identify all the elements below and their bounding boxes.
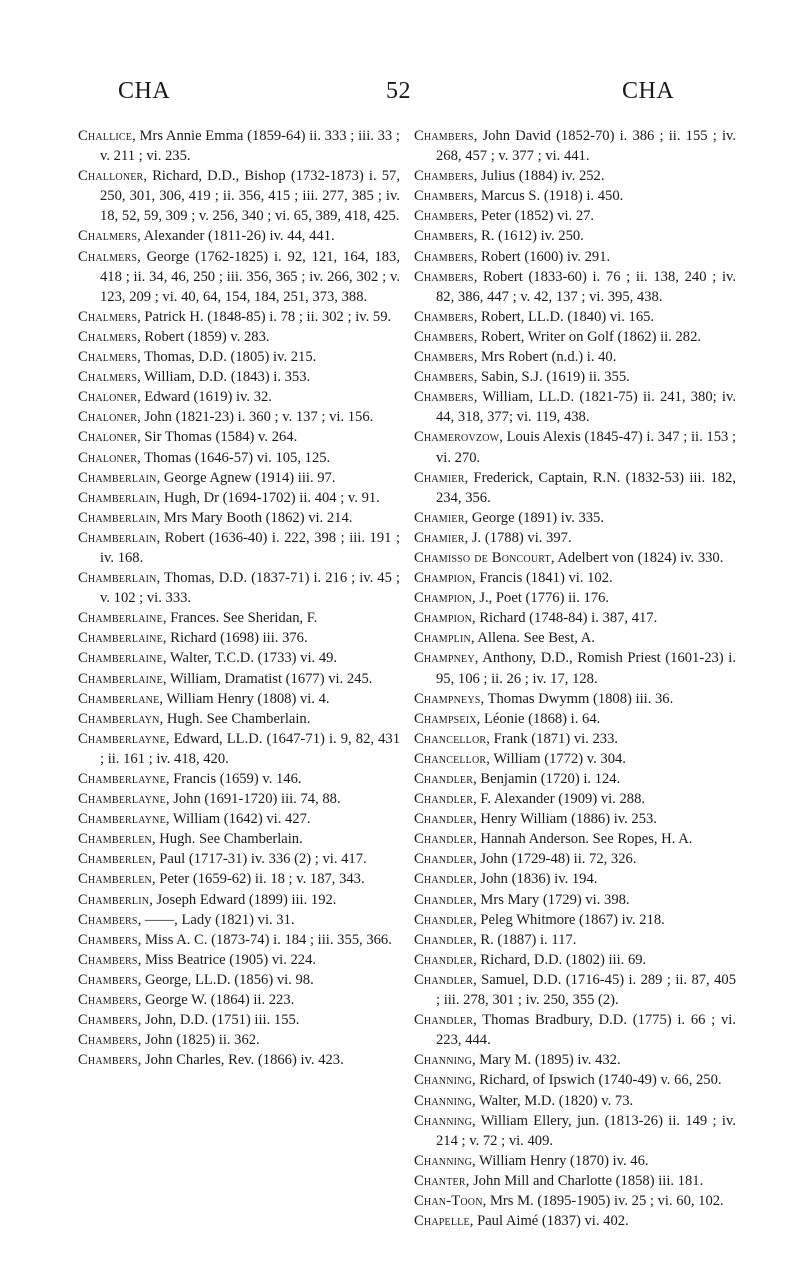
index-entry xyxy=(78,427,400,447)
entry-name: Chamberlain xyxy=(78,529,157,546)
entry-name: Challoner xyxy=(78,168,144,185)
entry-name: Chapelle xyxy=(414,1213,470,1230)
entry-name: Chamberlayne xyxy=(78,771,166,787)
index-entry xyxy=(414,427,736,467)
entry-references: , Sir Thomas (1584) v. 264. xyxy=(137,429,298,446)
index-entry xyxy=(78,347,400,367)
index-entry xyxy=(414,829,736,849)
index-entry xyxy=(414,226,736,246)
entry-references: , Hugh, Dr (1694-1702) ii. 404 ; v. 91. xyxy=(156,489,380,506)
entry-references: , John (1836) iv. 194. xyxy=(473,871,598,888)
entry-references: , Peter (1852) vi. 27. xyxy=(473,208,595,225)
entry-references: , Alexander (1811-26) iv. 44, 441. xyxy=(137,228,335,245)
entry-name: Chamerovzow xyxy=(414,429,500,446)
entry-references: , F. Alexander (1909) vi. 288. xyxy=(473,791,646,808)
entry-name: Champion xyxy=(414,570,473,587)
index-entry xyxy=(78,789,400,809)
header-left-guide-word: CHA xyxy=(118,78,171,104)
index-entry xyxy=(414,307,736,327)
entry-name: Chambers xyxy=(78,971,138,988)
entry-name: Chambers xyxy=(414,228,474,245)
entry-name: Chandler xyxy=(414,1012,474,1029)
entry-name: Chambers xyxy=(414,349,474,366)
entry-name: Chambers xyxy=(78,931,138,948)
index-entry xyxy=(414,729,736,749)
entry-name: Chamberlen xyxy=(78,831,152,848)
entry-name: Chamberlen xyxy=(78,851,152,868)
index-entry xyxy=(414,528,736,548)
entry-references: , Walter, T.C.D. (1733) vi. 49. xyxy=(162,650,338,667)
index-entry xyxy=(414,1151,736,1171)
entry-references: , Sabin, S.J. (1619) ii. 355. xyxy=(473,369,630,386)
entry-name: Chambers xyxy=(414,188,474,205)
entry-name: Chamberlaine xyxy=(78,630,163,647)
index-entry xyxy=(414,1070,736,1090)
index-entry xyxy=(414,126,736,166)
entry-name: Chambers xyxy=(414,308,474,325)
index-entry xyxy=(78,729,400,769)
entry-references: , William Henry (1870) iv. 46. xyxy=(472,1152,649,1169)
entry-name: Chambers xyxy=(78,911,138,928)
entry-name: Chamier xyxy=(414,509,465,526)
index-entry xyxy=(414,689,736,709)
entry-references: , Allena. See Best, A. xyxy=(470,630,595,647)
index-entry xyxy=(78,126,400,166)
index-entry xyxy=(78,829,400,849)
entry-name: Chambers xyxy=(414,389,474,406)
index-entry xyxy=(414,548,736,568)
index-entry xyxy=(414,608,736,628)
entry-references: , John (1691-1720) iii. 74, 88. xyxy=(165,791,341,808)
entry-name: Chamberlain xyxy=(78,489,157,506)
entry-name: Challice xyxy=(78,128,133,144)
index-entry xyxy=(78,468,400,488)
entry-name: Chancellor xyxy=(414,730,487,747)
entry-name: Channing xyxy=(414,1112,472,1129)
index-entry xyxy=(78,890,400,910)
entry-name: Champneys xyxy=(414,690,481,707)
entry-name: Chamberlaine xyxy=(78,610,163,627)
entry-name: Chamberlen xyxy=(78,871,152,888)
index-entry xyxy=(414,206,736,226)
entry-name: Champion xyxy=(414,590,473,607)
entry-references: , Peter (1659-62) ii. 18 ; v. 187, 343. xyxy=(151,871,365,888)
entry-name: Chalmers xyxy=(78,349,138,366)
entry-name: Chambers xyxy=(414,168,474,185)
entry-name: Chambers xyxy=(78,992,138,1009)
entry-references: , Julius (1884) iv. 252. xyxy=(473,168,605,185)
index-entry xyxy=(414,1010,736,1050)
entry-name: Chalmers xyxy=(78,228,138,245)
header-right-guide-word: CHA xyxy=(622,78,675,104)
index-entry xyxy=(78,568,400,608)
index-entry xyxy=(414,267,736,307)
entry-name: Chambers xyxy=(78,1012,138,1029)
index-entry xyxy=(78,990,400,1010)
entry-references: , William (1642) vi. 427. xyxy=(165,811,311,828)
index-entry xyxy=(78,166,400,226)
entry-name: Chamberlayne xyxy=(78,791,166,808)
index-entry xyxy=(414,890,736,910)
entry-name: Chandler xyxy=(414,871,474,888)
index-entry xyxy=(78,869,400,889)
entry-references: , Anthony, D.D., Romish Priest (1601-23) i. 95, 106 ; ii. 26 ; iv. 17, 128. xyxy=(436,650,736,687)
entry-references: , Mrs Robert (n.d.) i. 40. xyxy=(473,349,617,366)
entry-references: , Edward, LL.D. (1647-71) i. 9, 82, 431 ; ii. 161 ; iv. 418, 420. xyxy=(100,730,400,767)
index-entry xyxy=(414,1211,736,1231)
entry-name: Chalmers xyxy=(78,248,138,265)
index-entry xyxy=(78,809,400,829)
index-entry xyxy=(414,186,736,206)
entry-references: , William, Dramatist (1677) vi. 245. xyxy=(162,670,373,687)
index-entry xyxy=(414,789,736,809)
entry-name: Chandler xyxy=(414,831,474,848)
index-entry xyxy=(414,1091,736,1111)
entry-references: , George W. (1864) ii. 223. xyxy=(137,992,295,1009)
entry-references: , Louis Alexis (1845-47) i. 347 ; ii. 153 ; vi. 270. xyxy=(436,429,737,466)
entry-references: , R. (1887) i. 117. xyxy=(473,931,577,948)
entry-references: , Hugh. See Chamberlain. xyxy=(159,710,311,727)
entry-references: , George, LL.D. (1856) vi. 98. xyxy=(137,971,314,988)
entry-references: , John, D.D. (1751) iii. 155. xyxy=(137,1012,300,1029)
index-entry xyxy=(78,970,400,990)
entry-references: , Richard, D.D. (1802) iii. 69. xyxy=(473,951,647,968)
entry-references: , John (1821-23) i. 360 ; v. 137 ; vi. 156. xyxy=(137,409,374,426)
entry-references: , Hannah Anderson. See Ropes, H. A. xyxy=(473,831,693,848)
entry-name: Chandler xyxy=(414,951,474,968)
index-entry xyxy=(78,508,400,528)
running-header xyxy=(0,78,800,108)
entry-references: , George (1891) iv. 335. xyxy=(464,509,605,526)
entry-name: Chandler xyxy=(414,811,474,828)
index-entry xyxy=(414,809,736,829)
entry-references: , Mrs M. (1895-1905) iv. 25 ; vi. 60, 102. xyxy=(482,1192,724,1209)
index-entry xyxy=(414,367,736,387)
entry-references: , Richard (1698) iii. 376. xyxy=(162,630,308,647)
entry-name: Chambers xyxy=(78,1052,138,1069)
entry-references: , Benjamin (1720) i. 124. xyxy=(473,771,621,787)
entry-name: Chamberlayn xyxy=(78,710,160,727)
index-entry xyxy=(78,950,400,970)
index-entry xyxy=(78,307,400,327)
index-entry xyxy=(78,387,400,407)
entry-name: Chambers xyxy=(78,1032,138,1049)
index-entry xyxy=(78,709,400,729)
entry-name: Chambers xyxy=(414,328,474,345)
entry-references: , William, D.D. (1843) i. 353. xyxy=(137,369,311,386)
entry-references: , J. (1788) vi. 397. xyxy=(464,529,572,546)
entry-name: Chamberlain xyxy=(78,469,157,486)
entry-name: Chaloner xyxy=(78,409,138,426)
entry-name: Chambers xyxy=(414,248,474,265)
entry-name: Chambers xyxy=(414,208,474,225)
index-entry xyxy=(414,468,736,508)
entry-name: Champion xyxy=(414,610,473,627)
entry-references: , John David (1852-70) i. 386 ; ii. 155 ; iv. 268, 457 ; v. 377 ; vi. 441. xyxy=(436,128,736,165)
entry-references: , Mrs Mary Booth (1862) vi. 214. xyxy=(156,509,353,526)
entry-references: , Adelbert von (1824) iv. 330. xyxy=(550,549,724,566)
entry-references: , William, LL.D. (1821-75) ii. 241, 380; iv. 44, 318, 377; vi. 119, 438. xyxy=(436,389,736,426)
entry-references: , J., Poet (1776) ii. 176. xyxy=(472,590,610,607)
index-entry xyxy=(78,448,400,468)
entry-references: , Henry William (1886) iv. 253. xyxy=(473,811,657,828)
entry-references: , John (1825) ii. 362. xyxy=(137,1032,260,1049)
entry-name: Champseix xyxy=(414,710,477,727)
entry-references: , ——, Lady (1821) vi. 31. xyxy=(137,911,295,928)
index-entry xyxy=(78,628,400,648)
index-entry xyxy=(78,327,400,347)
entry-references: , Robert (1636-40) i. 222, 398 ; iii. 191 ; iv. 168. xyxy=(100,529,400,566)
entry-name: Chamberlain xyxy=(78,509,157,526)
entry-name: Chaloner xyxy=(78,449,138,466)
index-entry xyxy=(414,709,736,729)
entry-name: Champney xyxy=(414,650,475,667)
entry-references: , Walter, M.D. (1820) v. 73. xyxy=(472,1092,634,1109)
index-entry xyxy=(414,387,736,427)
entry-name: Chanter xyxy=(414,1172,466,1189)
index-entry xyxy=(414,247,736,267)
entry-references: , Thomas Dwymm (1808) iii. 36. xyxy=(480,690,674,707)
entry-name: Chamberlaine xyxy=(78,650,163,667)
entry-references: , Robert (1600) iv. 291. xyxy=(473,248,611,265)
entry-name: Chandler xyxy=(414,771,474,787)
index-entry xyxy=(414,648,736,688)
index-entry xyxy=(78,769,400,789)
entry-name: Chandler xyxy=(414,791,474,808)
entry-references: , Richard, D.D., Bishop (1732-1873) i. 57, 250, 301, 306, 419 ; ii. 356, 415 ; iii. 277, 385 ; iv. 18, 52, 59, 309 ; v. 256, 340 ; vi. 65, 389, 418, 425. xyxy=(100,168,400,225)
entry-references: , Patrick H. (1848-85) i. 78 ; ii. 302 ; iv. 59. xyxy=(137,308,392,325)
index-entry xyxy=(78,1050,400,1070)
entry-references: , Richard, of Ipswich (1740-49) v. 66, 250. xyxy=(472,1072,722,1089)
entry-name: Channing xyxy=(414,1052,472,1069)
index-entry xyxy=(414,327,736,347)
index-entry xyxy=(414,749,736,769)
index-entry xyxy=(78,648,400,668)
index-entry xyxy=(414,849,736,869)
index-entry xyxy=(414,869,736,889)
entry-references: , Francis (1841) vi. 102. xyxy=(472,570,613,587)
entry-references: , Mary M. (1895) iv. 432. xyxy=(472,1052,621,1069)
index-entry xyxy=(78,669,400,689)
entry-references: , Paul (1717-31) iv. 336 (2) ; vi. 417. xyxy=(151,851,367,868)
index-entry xyxy=(414,568,736,588)
entry-name: Chan-Toon xyxy=(414,1192,483,1209)
entry-name: Channing xyxy=(414,1092,472,1109)
entry-name: Chamberlin xyxy=(78,891,150,908)
entry-references: , Frances. See Sheridan, F. xyxy=(162,610,318,627)
index-entry xyxy=(78,226,400,246)
entry-name: Chamberlayne xyxy=(78,730,166,747)
index-entry xyxy=(78,488,400,508)
entry-name: Channing xyxy=(414,1072,472,1089)
entry-references: , John Charles, Rev. (1866) iv. 423. xyxy=(137,1052,344,1069)
entry-name: Chamier xyxy=(414,469,465,486)
entry-references: , Mrs Annie Emma (1859-64) ii. 333 ; iii. 33 ; v. 211 ; vi. 235. xyxy=(100,128,400,165)
entry-references: , Robert, LL.D. (1840) vi. 165. xyxy=(473,308,655,325)
entry-references: , George (1762-1825) i. 92, 121, 164, 183, 418 ; ii. 34, 46, 250 ; iii. 356, 365 ; iv. 266, 302 ; v. 123, 209 ; vi. 40, 64, 154, 184, 251, 373, 388. xyxy=(100,248,400,305)
entry-references: , Thomas (1646-57) vi. 105, 125. xyxy=(137,449,331,466)
index-entry xyxy=(78,1030,400,1050)
entry-name: Chandler xyxy=(414,931,474,948)
entry-references: , Robert (1859) v. 283. xyxy=(137,328,270,345)
entry-references: , Robert (1833-60) i. 76 ; ii. 138, 240 ; iv. 82, 386, 447 ; v. 42, 137 ; vi. 395, 438. xyxy=(436,268,736,305)
entry-references: , Joseph Edward (1899) iii. 192. xyxy=(149,891,337,908)
entry-references: , Hugh. See Chamberlain. xyxy=(151,831,303,848)
entry-references: , John (1729-48) ii. 72, 326. xyxy=(473,851,637,868)
entry-name: Chaloner xyxy=(78,389,138,406)
index-entry xyxy=(414,1111,736,1151)
entry-name: Chamberlaine xyxy=(78,670,163,687)
index-entry xyxy=(414,930,736,950)
entry-references: , Thomas, D.D. (1837-71) i. 216 ; iv. 45 ; v. 102 ; vi. 333. xyxy=(100,570,400,607)
index-entry xyxy=(78,247,400,307)
entry-name: Chamberlayne xyxy=(78,811,166,828)
index-column-left xyxy=(78,126,400,1070)
entry-name: Chandler xyxy=(414,891,474,908)
entry-name: Chamberlain xyxy=(78,570,157,587)
entry-references: , Léonie (1868) i. 64. xyxy=(476,710,601,727)
entry-references: , William (1772) v. 304. xyxy=(486,750,626,767)
index-entry xyxy=(78,849,400,869)
entry-references: , Mrs Mary (1729) vi. 398. xyxy=(473,891,630,908)
index-entry xyxy=(78,910,400,930)
entry-references: , Frank (1871) vi. 233. xyxy=(486,730,619,747)
index-entry xyxy=(414,970,736,1010)
entry-references: , Richard (1748-84) i. 387, 417. xyxy=(472,610,658,627)
entry-name: Chambers xyxy=(414,128,474,144)
index-entry xyxy=(414,166,736,186)
entry-name: Chamberlane xyxy=(78,690,160,707)
entry-references: , Thomas Bradbury, D.D. (1775) i. 66 ; vi. 223, 444. xyxy=(436,1012,736,1049)
index-entry xyxy=(414,508,736,528)
index-entry xyxy=(414,910,736,930)
entry-references: , Paul Aimé (1837) vi. 402. xyxy=(469,1213,629,1230)
entry-name: Chandler xyxy=(414,911,474,928)
index-entry xyxy=(414,628,736,648)
entry-name: Chalmers xyxy=(78,328,138,345)
entry-name: Chandler xyxy=(414,971,474,988)
entry-name: Chancellor xyxy=(414,750,487,767)
index-entry xyxy=(78,689,400,709)
entry-references: , Peleg Whitmore (1867) iv. 218. xyxy=(473,911,665,928)
entry-name: Chambers xyxy=(414,268,474,285)
index-entry xyxy=(414,347,736,367)
index-entry xyxy=(414,1171,736,1191)
index-entry xyxy=(414,1050,736,1070)
entry-references: , Miss Beatrice (1905) vi. 224. xyxy=(137,951,317,968)
entry-references: , Thomas, D.D. (1805) iv. 215. xyxy=(137,349,317,366)
entry-references: , Marcus S. (1918) i. 450. xyxy=(473,188,624,205)
entry-references: , Frederick, Captain, R.N. (1832-53) iii. 182, 234, 356. xyxy=(436,469,736,506)
entry-references: , Samuel, D.D. (1716-45) i. 289 ; ii. 87, 405 ; iii. 278, 301 ; iv. 250, 355 (2). xyxy=(436,971,736,1009)
entry-references: , Robert, Writer on Golf (1862) ii. 282. xyxy=(473,328,702,345)
entry-name: Chamisso de Boncourt xyxy=(414,549,551,566)
entry-references: , Edward (1619) iv. 32. xyxy=(137,389,272,406)
index-entry xyxy=(414,588,736,608)
index-entry xyxy=(78,930,400,950)
index-entry xyxy=(78,1010,400,1030)
entry-name: Channing xyxy=(414,1152,472,1169)
entry-references: , William Ellery, jun. (1813-26) ii. 149 ; iv. 214 ; v. 72 ; vi. 409. xyxy=(436,1112,736,1149)
entry-name: Chandler xyxy=(414,851,474,868)
entry-references: , William Henry (1808) vi. 4. xyxy=(159,690,330,707)
entry-name: Champlin xyxy=(414,630,471,647)
page-number: 52 xyxy=(386,78,411,104)
index-entry xyxy=(78,528,400,568)
index-entry xyxy=(414,769,736,789)
entry-name: Chalmers xyxy=(78,369,138,386)
index-entry xyxy=(414,950,736,970)
entry-references: , R. (1612) iv. 250. xyxy=(473,228,584,245)
entry-references: , George Agnew (1914) iii. 97. xyxy=(156,469,336,486)
index-column-right xyxy=(414,126,736,1231)
index-entry xyxy=(78,407,400,427)
entry-name: Chamier xyxy=(414,529,465,546)
entry-references: , Miss A. C. (1873-74) i. 184 ; iii. 355, 366. xyxy=(137,931,392,948)
entry-references: , Francis (1659) v. 146. xyxy=(165,771,302,787)
entry-name: Chambers xyxy=(78,951,138,968)
entry-name: Chaloner xyxy=(78,429,138,446)
entry-references: , John Mill and Charlotte (1858) iii. 181. xyxy=(465,1172,704,1189)
entry-name: Chalmers xyxy=(78,308,138,325)
index-entry xyxy=(414,1191,736,1211)
entry-name: Chambers xyxy=(414,369,474,386)
index-entry xyxy=(78,367,400,387)
index-entry xyxy=(78,608,400,628)
